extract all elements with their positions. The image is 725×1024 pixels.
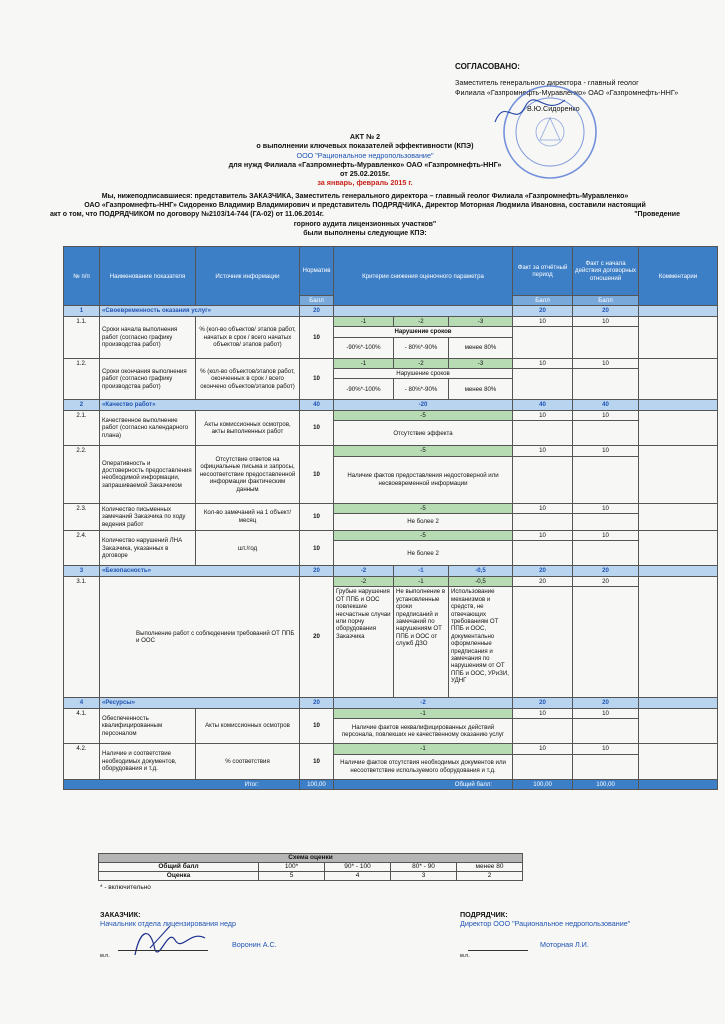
cell-empty [513, 421, 573, 446]
cell-norm: 10 [300, 410, 334, 445]
approval-heading: СОГЛАСОВАНО: [455, 62, 520, 71]
contractor-position: Директор ООО "Рациональное недропользование" [460, 919, 631, 928]
header-fact-period: Факт за отчётный период [513, 247, 573, 296]
cell-crit: -5 [334, 503, 513, 513]
cell-empty [513, 456, 573, 503]
cell-crit-text3: Использование механизмов и средств, не отвечающих требованиям ОТ ППБ и ООС, документально оформленные предписания и замечания по нарушениям от ОТ ППБ и ООС, УРиЗИ, УДНГ [449, 587, 513, 698]
cell-num: 2.1. [64, 410, 100, 445]
cell-empty [513, 719, 573, 744]
header-comments: Комментарии [639, 247, 718, 306]
header-norm: Норматив [300, 247, 334, 296]
cell-range2: - 80%*-90% [394, 337, 449, 358]
scale-cell: Оценка [99, 872, 259, 881]
cell-fact-period: 20 [513, 698, 573, 708]
cell-name: «Своевременность оказания услуг» [100, 306, 300, 316]
cell-comment [639, 446, 718, 503]
cell-criteria [334, 306, 513, 316]
cell-norm: 20 [300, 576, 334, 697]
cell-fact-period: 10 [513, 531, 573, 541]
cell-crit1: -1 [334, 316, 394, 326]
cell-name: «Качество работ» [100, 400, 300, 410]
contractor-label: ПОДРЯДЧИК: [460, 910, 508, 919]
scale-cell: Общий балл [99, 863, 259, 872]
cell-comment [639, 566, 718, 576]
cell-source: Кол-во замечаний на 1 объект/месяц [196, 503, 300, 530]
cell-norm: 40 [300, 400, 334, 410]
cell-comment [639, 708, 718, 743]
cell-criteria-text: Наличие фактов отсутствия необходимых документов или несоответствие используемого оборудования и т.д. [334, 754, 513, 779]
cell-fact-period: 10 [513, 503, 573, 513]
cell-name: Количество письменных замечаний Заказчика по ходу ведения работ [100, 503, 196, 530]
cell-comment [639, 576, 718, 697]
approval-name: В.Ю.Сидоренко [527, 104, 580, 113]
header-source: Источник информации [196, 247, 300, 306]
cell-source: шт./год [196, 531, 300, 566]
cell-crit3: -3 [449, 358, 513, 368]
total-label2: Общий балл: [334, 779, 513, 789]
cell-crit3: -3 [449, 316, 513, 326]
cell-name: «Ресурсы» [100, 698, 300, 708]
cell-name: Обеспеченность квалифицированным персоналом [100, 708, 196, 743]
approval-line1: Заместитель генерального директора - главный геолог [455, 78, 639, 87]
cell-criteria-text: Наличие фактов неквалифицированных действий персонала, повлекших не качественному оказанию услуг [334, 719, 513, 744]
cell-comment [639, 503, 718, 530]
approval-signature-icon [490, 92, 570, 132]
scale-cell: 4 [325, 872, 391, 881]
section-row-1 [64, 306, 718, 316]
cell-source: Акты комиссионных осмотров, акты выполненных работ [196, 410, 300, 445]
act-line3: для нужд Филиала «Газпромнефть-Муравленко» ОАО «Газпромнефть-ННГ» [228, 159, 502, 169]
customer-position: Начальник отдела лицензирования недр [100, 919, 236, 928]
customer-signature-icon [130, 920, 210, 960]
header-points: Балл [300, 296, 334, 306]
cell-fact-period: 20 [513, 306, 573, 316]
kpi-table [63, 246, 718, 790]
cell-fact-start: 40 [573, 400, 639, 410]
act-heading [50, 132, 680, 238]
cell-comment [639, 400, 718, 410]
cell-fact-start: 10 [573, 503, 639, 513]
cell-crit-text1: Грубые нарушения ОТ ППБ и ООС повлекшие несчастные случаи или порчу оборудования Заказчика [334, 587, 394, 698]
cell-name: Выполнение работ с соблюдением требований ОТ ППБ и ООС [100, 576, 300, 697]
scale-footnote: * - включительно [100, 884, 151, 891]
cell-norm: 20 [300, 698, 334, 708]
header-criteria: Критерии снижения оценочного параметра [334, 247, 513, 306]
cell-source: % соответствия [196, 744, 300, 779]
cell-fact-period: 10 [513, 316, 573, 326]
act-title: АКТ № 2 [349, 132, 381, 141]
cell-fact-start: 10 [573, 531, 639, 541]
cell-empty [513, 541, 573, 566]
cell-source: Отсутствие ответов на официальные письма и запросы, несоответствие предоставленной информации фактическим данным [196, 446, 300, 503]
cell-fact-start: 10 [573, 410, 639, 420]
act-line1: о выполнении ключевых показателей эффективности (КПЭ) [256, 141, 474, 151]
cell-crit1: -2 [334, 576, 394, 586]
header-num: № п/п [64, 247, 100, 306]
table-row [64, 358, 718, 368]
cell-name: Оперативность и достоверность предоставления необходимой информации, запрашиваемой Заказчиком [100, 446, 196, 503]
cell-norm: 10 [300, 744, 334, 779]
cell-empty [573, 514, 639, 531]
contractor-name: Моторная Л.И. [540, 940, 589, 949]
cell-norm: 10 [300, 708, 334, 743]
cell-criteria-label: Нарушение сроков [334, 327, 513, 337]
rating-scale-table [98, 853, 523, 881]
act-para3-row [50, 210, 680, 219]
cell-norm: 10 [300, 531, 334, 566]
table-row [64, 446, 718, 456]
cell-fact-period: 10 [513, 358, 573, 368]
contractor-mp: м.п. [460, 953, 470, 959]
cell-comment [639, 410, 718, 445]
cell-name: Качественное выполнение работ (согласно календарного плана) [100, 410, 196, 445]
cell-fact-period: 10 [513, 446, 573, 456]
section-row-3 [64, 566, 718, 576]
cell-norm: 20 [300, 566, 334, 576]
cell-fact-start: 20 [573, 698, 639, 708]
kpi-table-wrap [63, 246, 717, 790]
cell-criteria-text: Отсутствие эффекта [334, 421, 513, 446]
cell-fact-start: 10 [573, 744, 639, 754]
scale-cell: 90* - 100 [325, 863, 391, 872]
cell-fact-start: 10 [573, 708, 639, 718]
total-fact-start: 100,00 [573, 779, 639, 789]
cell-empty [573, 587, 639, 698]
header-fact-start: Факт с начала действия договорных отношений [573, 247, 639, 296]
total-comment [639, 779, 718, 789]
table-row [64, 744, 718, 754]
act-para5: были выполнены следующие КПЭ: [303, 229, 427, 237]
cell-empty [573, 541, 639, 566]
cell-num: 2.3. [64, 503, 100, 530]
cell-crit: -5 [334, 531, 513, 541]
cell-num: 2.2. [64, 446, 100, 503]
contractor-block [460, 910, 630, 928]
contractor-sign-line [468, 950, 528, 951]
cell-num: 1.1. [64, 316, 100, 358]
scale-cell: 80* - 90 [391, 863, 457, 872]
cell-name: Сроки окончания выполнения работ (согласно графику производства работ) [100, 358, 196, 400]
cell-fact-start: 20 [573, 566, 639, 576]
cell-criteria: -20 [334, 400, 513, 410]
approval-line2: Филиала «Газпромнефть-Муравленко» ОАО «Газпромнефть-ННГ» [455, 88, 679, 97]
section-row-2 [64, 400, 718, 410]
scale-title-row [99, 854, 523, 863]
cell-num: 2 [64, 400, 100, 410]
customer-mp: м.п. [100, 953, 110, 959]
cell-comment [639, 531, 718, 566]
cell-range3: менее 80% [449, 337, 513, 358]
cell-empty [573, 456, 639, 503]
scale-cell: 3 [391, 872, 457, 881]
cell-crit3: -0,5 [449, 576, 513, 586]
total-label: Итог: [64, 779, 300, 789]
cell-criteria-text: Наличие фактов предоставления недостоверной или несвоевременной информации [334, 456, 513, 503]
cell-crit2: -2 [394, 358, 449, 368]
scale-cell: 5 [259, 872, 325, 881]
cell-crit2: -1 [394, 566, 449, 576]
cell-empty [513, 514, 573, 531]
cell-fact-period: 20 [513, 576, 573, 586]
total-fact-period: 100,00 [513, 779, 573, 789]
customer-sign-line [118, 950, 208, 951]
cell-criteria-text: Не более 2 [334, 514, 513, 531]
scale-row-2 [99, 872, 523, 881]
cell-comment [639, 698, 718, 708]
cell-num: 1.2. [64, 358, 100, 400]
cell-fact-period: 10 [513, 410, 573, 420]
table-header-row [64, 247, 718, 296]
cell-comment [639, 316, 718, 358]
cell-crit: -5 [334, 410, 513, 420]
cell-empty [573, 369, 639, 400]
cell-num: 4.1. [64, 708, 100, 743]
cell-empty [513, 327, 573, 358]
cell-empty [573, 421, 639, 446]
total-norm: 100,00 [300, 779, 334, 789]
cell-empty [573, 719, 639, 744]
cell-source: Акты комиссионных осмотров [196, 708, 300, 743]
table-row [64, 531, 718, 541]
cell-norm: 10 [300, 358, 334, 400]
scale-cell: 100* [259, 863, 325, 872]
cell-crit-text2: Не выполнение в установленные сроки предписаний и замечаний по нарушениям ОТ ППБ и ООС от служб ДЗО [394, 587, 449, 698]
cell-empty [573, 327, 639, 358]
header-points-fp: Балл [513, 296, 573, 306]
cell-empty [573, 754, 639, 779]
cell-range3: менее 80% [449, 379, 513, 400]
customer-name: Воронин А.С. [232, 940, 277, 949]
scale-cell: менее 80 [457, 863, 523, 872]
act-contractor-org: ООО "Рациональное недропользование" [296, 150, 434, 160]
cell-fact-start: 20 [573, 576, 639, 586]
header-points-fs: Балл [573, 296, 639, 306]
cell-comment [639, 358, 718, 400]
act-period: за январь, февраль 2015 г. [317, 178, 413, 188]
cell-fact-start: 10 [573, 316, 639, 326]
cell-fact-period: 20 [513, 566, 573, 576]
customer-label: ЗАКАЗЧИК: [100, 910, 141, 919]
rating-scale [98, 853, 523, 881]
cell-num: 1 [64, 306, 100, 316]
cell-fact-period: 10 [513, 708, 573, 718]
cell-comment [639, 306, 718, 316]
cell-crit2: -1 [394, 576, 449, 586]
cell-range1: -90%*-100% [334, 337, 394, 358]
cell-num: 4 [64, 698, 100, 708]
cell-crit: -5 [334, 446, 513, 456]
cell-empty [513, 587, 573, 698]
cell-criteria-label: Нарушение сроков [334, 369, 513, 379]
act-date: от 25.02.2015г. [340, 169, 390, 179]
act-para1: Мы, нижеподписавшиеся: представитель ЗАКАЗЧИКА, Заместитель генерального директора – главный геолог Филиала «Газпромнефть-Муравленко» [101, 192, 629, 200]
cell-empty [513, 369, 573, 400]
cell-source: % (кол-во объектов/этапов работ, оконченных в срок / всего окончено объектов/этапов работ) [196, 358, 300, 400]
cell-range2: - 80%*-90% [394, 379, 449, 400]
cell-norm: 10 [300, 316, 334, 358]
cell-crit: -1 [334, 744, 513, 754]
cell-range1: -90%*-100% [334, 379, 394, 400]
cell-fact-period: 40 [513, 400, 573, 410]
scale-cell: 2 [457, 872, 523, 881]
cell-norm: 10 [300, 446, 334, 503]
scale-row-1 [99, 863, 523, 872]
section-row-4 [64, 698, 718, 708]
scale-title: Схема оценки [99, 854, 523, 863]
cell-empty [513, 754, 573, 779]
cell-num: 3 [64, 566, 100, 576]
act-para4: горного аудита лицензионных участков" [293, 220, 437, 228]
table-row [64, 503, 718, 513]
cell-norm: 20 [300, 306, 334, 316]
cell-crit3: -0,5 [449, 566, 513, 576]
cell-num: 4.2. [64, 744, 100, 779]
cell-crit1: -2 [334, 566, 394, 576]
cell-fact-start: 10 [573, 358, 639, 368]
cell-criteria-text: Не более 2 [334, 541, 513, 566]
total-row [64, 779, 718, 789]
act-para2: ОАО «Газпромнефть-ННГ» Сидоренко Владимир Владимирович и представитель ПОДРЯДЧИКА, Директор Моторная Людмила Ивановна, составили настоящий [84, 202, 646, 210]
cell-name: Наличие и соответствие необходимых документов, оборудования и т.д. [100, 744, 196, 779]
cell-name: Сроки начала выполнения работ (согласно графику производства работ) [100, 316, 196, 358]
table-row [64, 410, 718, 420]
cell-name: «Безопасность» [100, 566, 300, 576]
cell-comment [639, 744, 718, 779]
act-para3: акт о том, что ПОДРЯДЧИКОМ по договору №2103/14-744 (ГА-02) от 11.06.2014г. [50, 211, 324, 219]
table-row [64, 316, 718, 326]
header-name: Наименование показателя [100, 247, 196, 306]
cell-num: 2.4. [64, 531, 100, 566]
cell-source: % (кол-во объектов/ этапов работ, начатых в срок / всего начатых объектов/ этапов работ) [196, 316, 300, 358]
cell-crit: -1 [334, 708, 513, 718]
act-para3-right: "Проведение [634, 211, 680, 219]
cell-norm: 10 [300, 503, 334, 530]
cell-name: Количество нарушений ЛНА Заказчика, указанных в договоре [100, 531, 196, 566]
table-row [64, 576, 718, 586]
cell-fact-period: 10 [513, 744, 573, 754]
cell-fact-start: 20 [573, 306, 639, 316]
cell-crit2: -2 [394, 316, 449, 326]
cell-num: 3.1. [64, 576, 100, 697]
cell-fact-start: 10 [573, 446, 639, 456]
table-row [64, 708, 718, 718]
cell-criteria: -2 [334, 698, 513, 708]
cell-crit1: -1 [334, 358, 394, 368]
